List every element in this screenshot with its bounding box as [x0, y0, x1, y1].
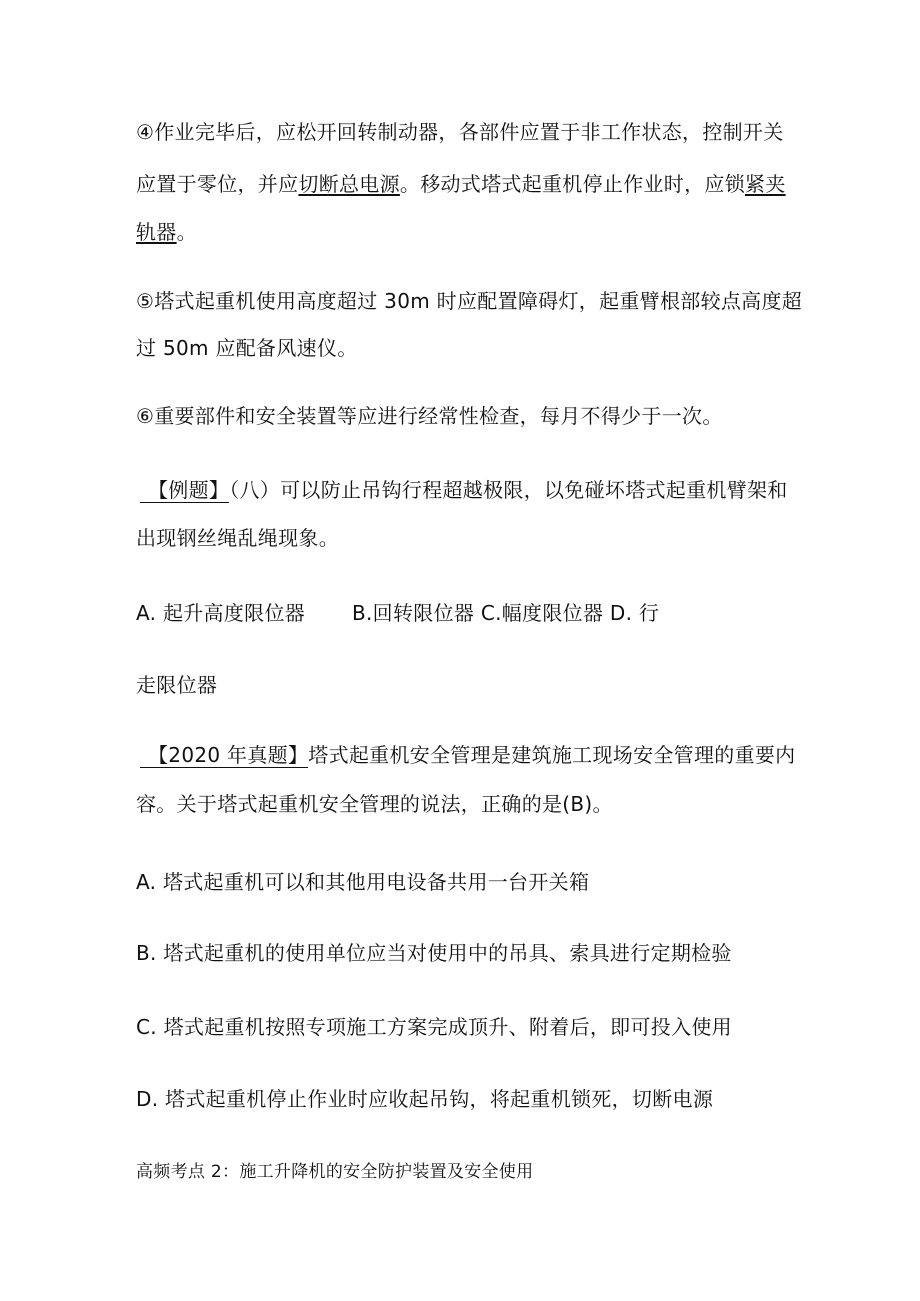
question-tag: 【2020 年真题】	[140, 743, 308, 768]
para-4-line-2	[136, 172, 786, 196]
option-a: A. 塔式起重机可以和其他用电设备共用一台开关箱	[136, 870, 590, 894]
section-heading-text: 高频考点 2：施工升降机的安全防护装置及安全使用	[136, 1162, 534, 1182]
question-2-line-2	[136, 792, 613, 816]
underlined-text: 紧夹	[745, 172, 786, 196]
text: 。移动式塔式起重机停止作业时，应锁	[399, 172, 746, 196]
question-2-option-b	[136, 941, 732, 965]
text: 过 50m 应配备风速仪。	[136, 336, 358, 360]
question-text: （八）可以防止吊钩行程超越极限，以免碰坏塔式起重机臂架和	[229, 478, 788, 502]
option-b: B. 塔式起重机的使用单位应当对使用中的吊具、索具进行定期检验	[136, 941, 732, 965]
options-b-c-d: B.回转限位器 C.幅度限位器 D. 行	[352, 601, 660, 625]
underlined-text: 切断总电源	[298, 172, 400, 196]
question-2-option-c	[136, 1015, 732, 1039]
option-d: D. 塔式起重机停止作业时应收起吊钩，将起重机锁死，切断电源	[136, 1087, 714, 1111]
para-5-line-2	[136, 336, 358, 360]
text: 应置于零位，并应	[136, 172, 299, 196]
para-4-line-3	[136, 220, 197, 244]
option-d-continued: 走限位器	[136, 673, 218, 697]
question-2-option-d	[136, 1087, 713, 1111]
text: ⑤塔式起重机使用高度超过 30m 时应配置障碍灯，起重臂根部较点高度超	[136, 289, 803, 313]
question-1-options	[136, 601, 660, 625]
question-1-option-d-cont	[136, 673, 217, 697]
text: ⑥重要部件和安全装置等应进行经常性检查，每月不得少于一次。	[136, 404, 723, 428]
question-1-line-1	[140, 478, 788, 502]
option-c: C. 塔式起重机按照专项施工方案完成顶升、附着后，即可投入使用	[136, 1015, 732, 1039]
question-1-line-2	[136, 526, 339, 550]
para-6-line-1	[136, 404, 723, 428]
question-text: 容。关于塔式起重机安全管理的说法，正确的是(B)。	[136, 792, 613, 816]
text: 。	[176, 220, 197, 244]
para-5-line-1	[136, 289, 802, 313]
question-text: 出现钢丝绳乱绳现象。	[136, 526, 339, 550]
underlined-text: 轨器	[136, 220, 177, 244]
question-2-line-1	[140, 743, 795, 767]
section-heading	[136, 1160, 533, 1184]
question-2-option-a	[136, 870, 589, 894]
option-a: A. 起升高度限位器	[136, 601, 306, 625]
question-text: 塔式起重机安全管理是建筑施工现场安全管理的重要内	[308, 743, 796, 767]
para-4-line-1	[136, 120, 784, 144]
text: ④作业完毕后，应松开回转制动器，各部件应置于非工作状态，控制开关	[136, 120, 784, 144]
question-tag: 【例题】	[140, 478, 229, 503]
